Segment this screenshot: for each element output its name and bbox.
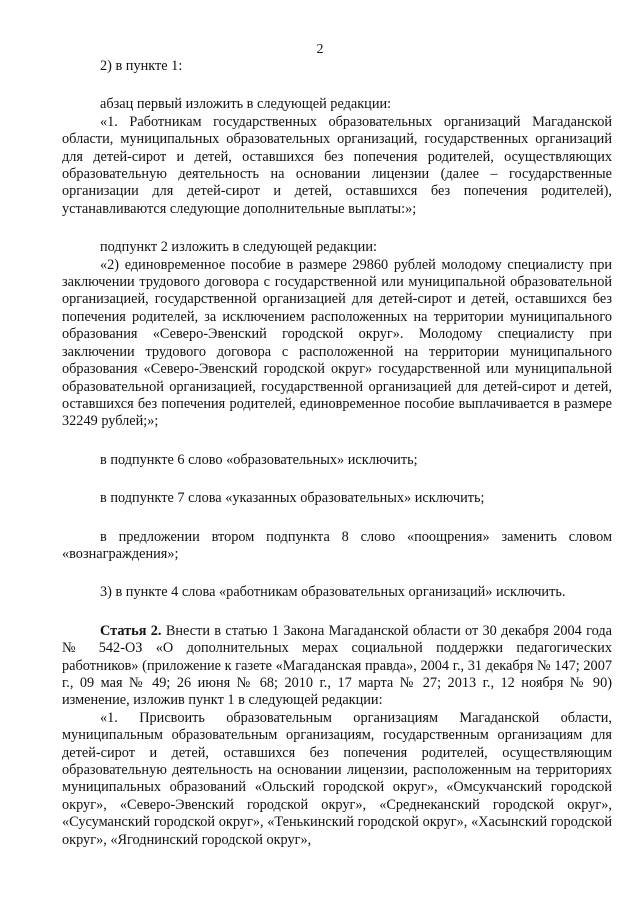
page-number: 2 [316,42,324,57]
paragraph-subitem-2-instruction: подпункт 2 изложить в следующей редакции: [100,239,377,256]
paragraph-abzac-new-text: «1. Работникам государственных образовательных организаций Магаданской области, муниципальных образовательных организаций, государственных организаций для детей-сирот и детей, оставшихся без попечения родителей, осуществляющих образовательную деятельность на основании лицензии (далее – государственные организации для детей-сирот и детей, оставшихся без попечения родителей), устанавливаются следующие дополнительные выплаты:»; [62,113,612,217]
paragraph-abzac-instruction: абзац первый изложить в следующей редакции: [100,96,392,113]
article-2-label: Статья 2. [100,622,162,639]
paragraph-article-2 [62,623,612,710]
paragraph-article-2-item-1: «1. Присвоить образовательным организациям Магаданской области, муниципальным образовательным организациям, государственным организациям для детей-сирот и детей, оставшихся без попечения родителей, осуществляющим образовательную деятельность на основании лицензии, расположенным на территориях муниципальных образований «Ольский городской округ», «Омсукчанский городской округ», «Северо-Эвенский городской округ», «Среднеканский городской округ», «Сусуманский городской округ», «Тенькинский городской округ», «Хасынский городской округ», «Ягоднинский городской округ», [62,709,612,848]
paragraph-item-2: 2) в пункте 1: [100,58,183,74]
paragraph-subitem-7: в подпункте 7 слова «указанных образовательных» исключить; [100,490,485,507]
paragraph-subitem-6: в подпункте 6 слово «образовательных» исключить; [100,451,418,468]
paragraph-item-3: 3) в пункте 4 слова «работникам образовательных организаций» исключить. [100,584,566,601]
document-body [62,58,612,849]
article-2-text: Внести в статью 1 Закона Магаданской области от 30 декабря 2004 года № 542-ОЗ «О дополнительных мерах социальной поддержки педагогических работников» (приложение к газете «Магаданская правда», 2004 г., 31 декабря № 147; 2007 г., 09 мая № 49; 26 июня № 68; 2010 г., 17 марта № 27; 2013 г., 12 ноября № 90) изменение, изложив пункт 1 в следующей редакции: [62,622,612,709]
paragraph-subitem-2-new-text: «2) единовременное пособие в размере 29860 рублей молодому специалисту при заключении трудового договора с государственной или муниципальной образовательной организацией, государственной организацией для детей-сирот и детей, оставшихся без попечения родителей, за исключением расположенных на территории муниципального образования «Северо-Эвенский городской округ». Молодому специалисту при заключении трудового договора с расположенной на территории муниципального образования «Северо-Эвенский городской округ» государственной или муниципальной образовательной организацией, государственной организацией для детей-сирот и детей, оставшихся без попечения родителей, единовременное пособие выплачивается в размере 32249 рублей;»; [62,256,612,430]
paragraph-subitem-8: в предложении втором подпункта 8 слово «поощрения» заменить словом «вознаграждения»; [62,528,612,562]
